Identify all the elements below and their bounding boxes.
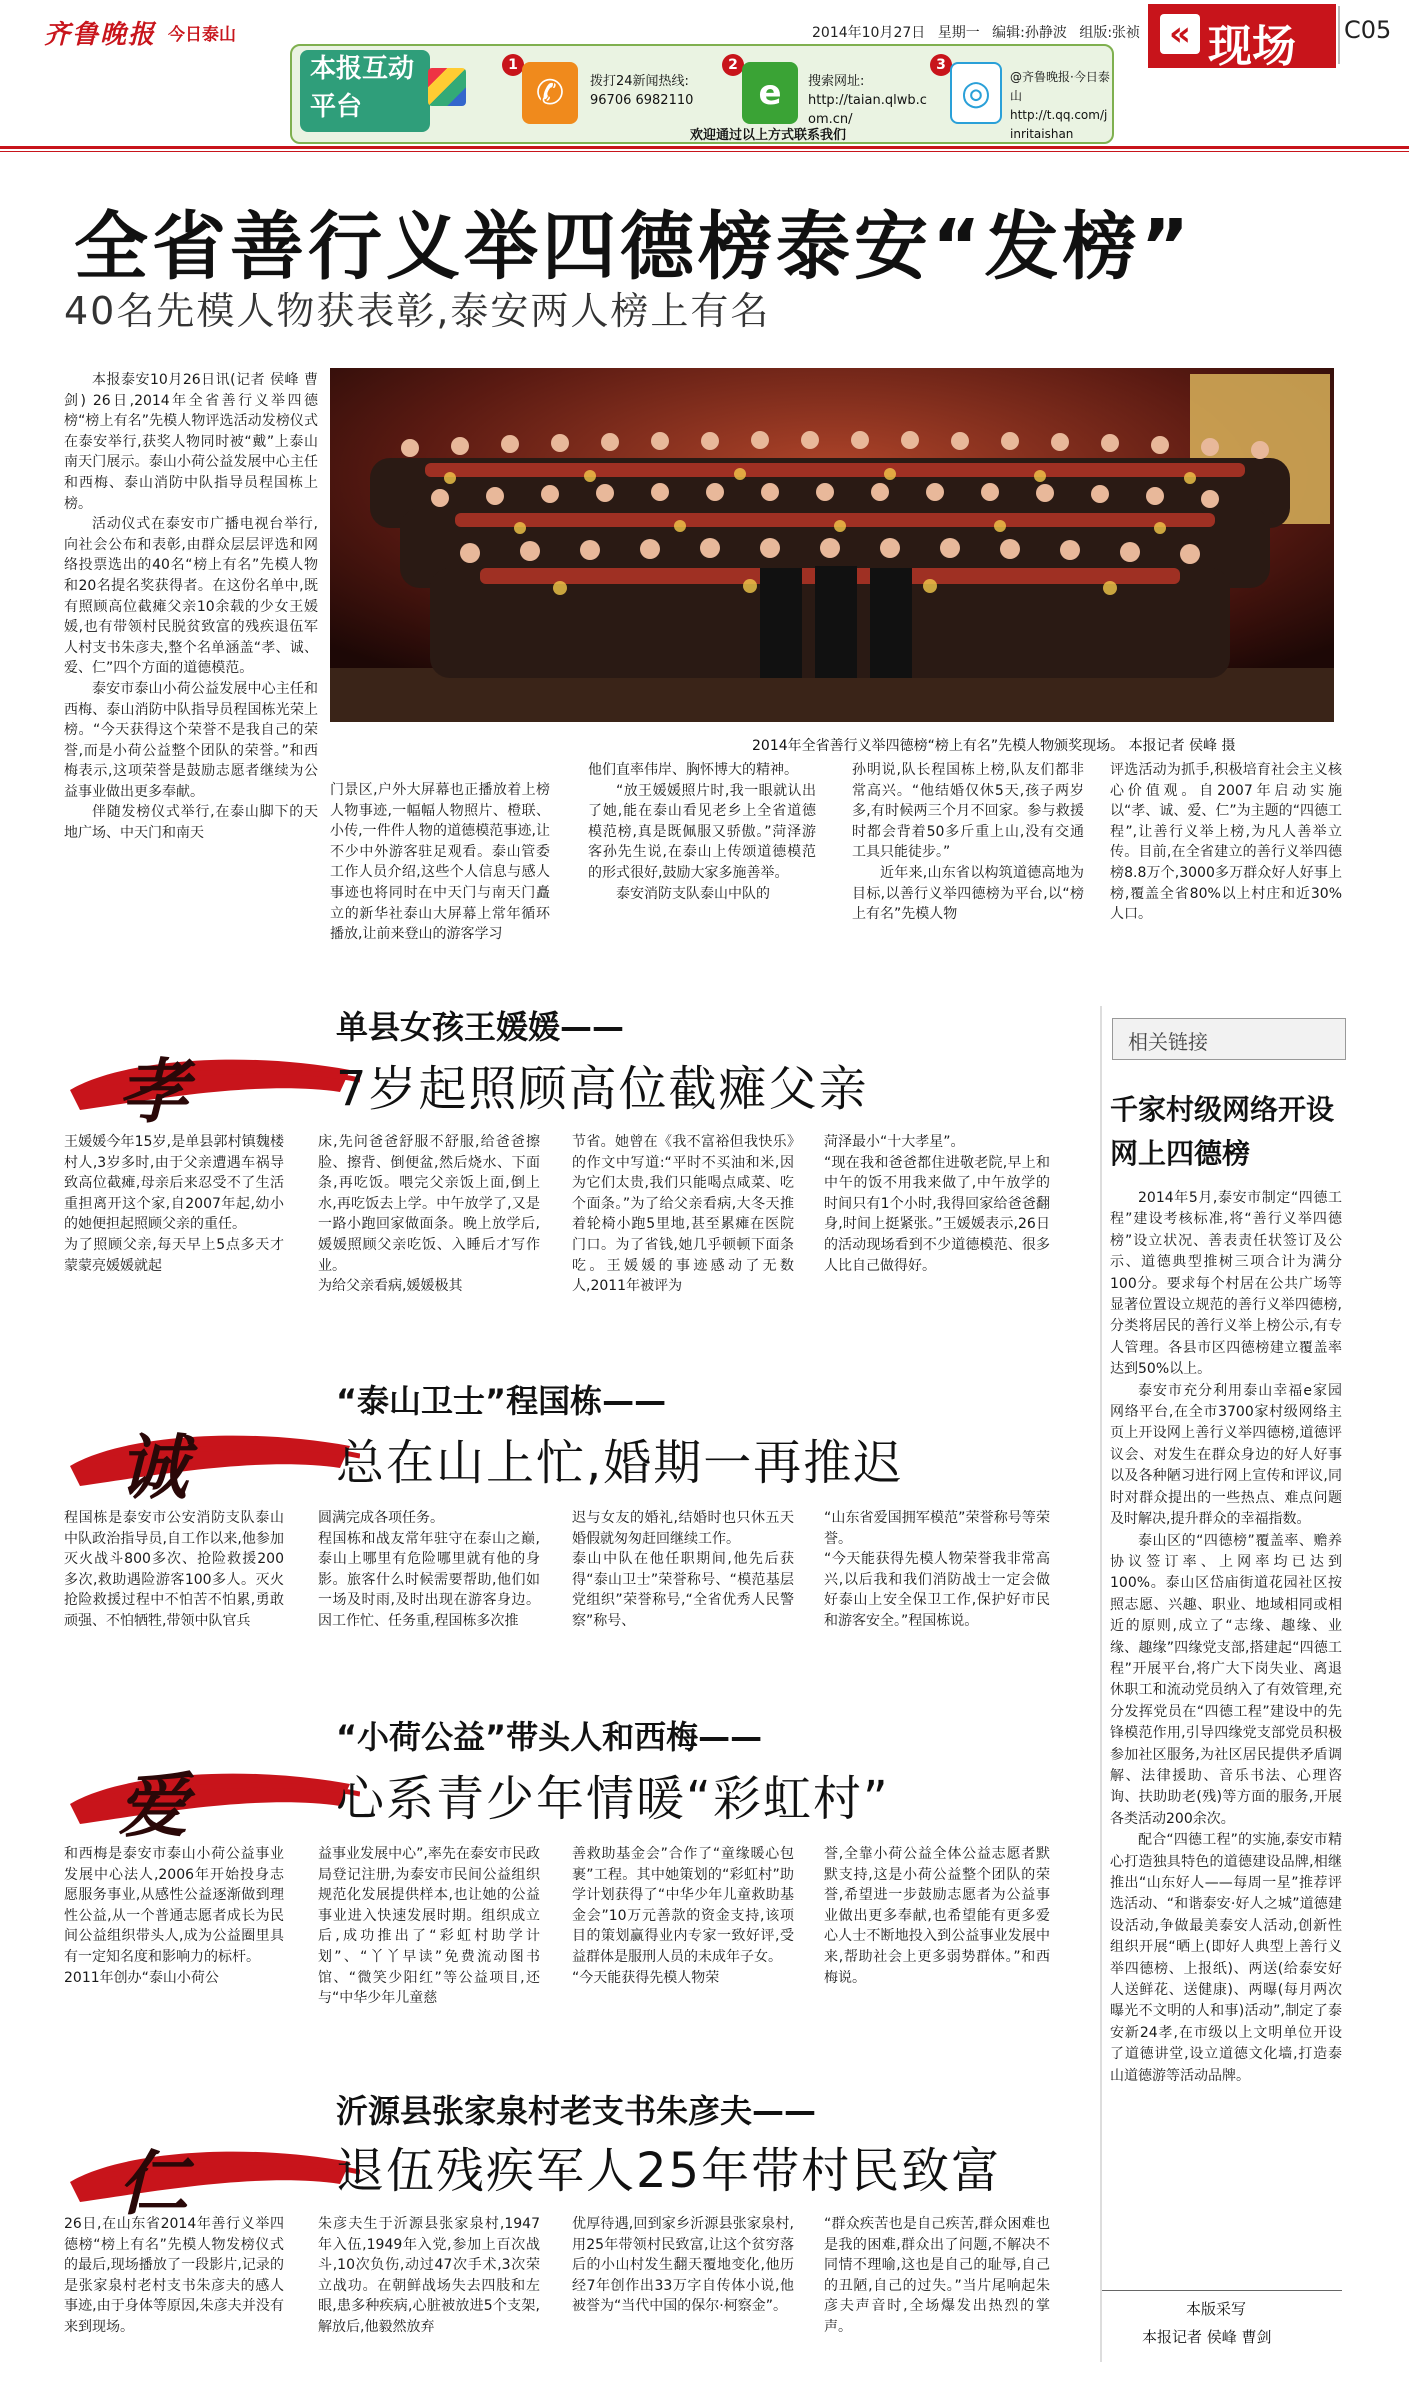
story-column: 誉,全靠小荷公益全体公益志愿者默默支持,这是小荷公益整个团队的荣誉,希望进一步鼓励志愿者为公益事业做出更多奉献,也希望能有更多爱心人士不断地投入到公益事业发展中来,帮助社会上更多弱势群体。”和西梅说。 <box>824 1846 1050 1986</box>
story-column: 朱彦夫生于沂源县张家泉村,1947年入伍,1949年入党,参加上百次战斗,10次负伤,动过47次手术,3次荣立战功。在朝鲜战场失去四肢和左眼,患多种疾病,心脏被放进5个支架,解放后,他毅然放弃 <box>318 2216 540 2335</box>
story-character: 仁 <box>118 2142 188 2225</box>
credit-title: 本版采写 <box>1186 2300 1247 2318</box>
paragraph: 门景区,户外大屏幕也正播放着上榜人物事迹,一幅幅人物照片、橙联、小传,一件件人物的道德模范事迹,让不少中外游客驻足观看。泰山管委工作人员介绍,这些个人信息与感人事迹也将同时在中天门与南天门矗立的新华社泰山大屏幕上常年循环播放,让前来登山的游客学习 <box>330 782 550 943</box>
lead-column-4 <box>852 760 1084 925</box>
channel-number: 1 <box>502 54 524 76</box>
story-column: 节省。她曾在《我不富裕但我快乐》的作文中写道:“平时不买油和米,因为它们太贵,我们只能喝点咸菜、吃个面条。”为了给父亲看病,大冬天推着轮椅小跑5里地,甚至累瘫在医院门口。为了省钱,她几乎顿顿下面条吃。王媛媛的事迹感动了无数人,2011年被评为 <box>572 1134 794 1295</box>
paragraph: 评选活动为抓手,积极培育社会主义核心价值观。自2007年启动实施以“孝、诚、爱、仁”为主题的“四德工程”,让善行义举上榜,为凡人善举立传。目前,在全省建立的善行义举四德榜8.8万个,3000多万群众好人好事上榜,覆盖全省80%以上村庄和近30%人口。 <box>1110 762 1342 923</box>
paragraph: 孙明说,队长程国栋上榜,队友们都非常高兴。“他结婚仅休5天,孩子两岁多,有时候两三个月不回家。参与救援时都会背着50多斤重上山,没有交通工具只能徒步。” <box>852 762 1084 861</box>
paragraph: 泰安消防支队泰山中队的 <box>616 885 770 902</box>
story-column: 迟与女友的婚礼,结婚时也只休五天婚假就匆匆赶回继续工作。 泰山中队在他任职期间,他先后获得“泰山卫士”荣誉称号、“模范基层党组织”荣誉称号,“全省优秀人民警察”称号、 <box>572 1510 794 1629</box>
photo-caption: 2014年全省善行义举四德榜“榜上有名”先模人物颁奖现场。 本报记者 侯峰 摄 <box>752 738 1236 754</box>
newspaper-logo: 齐鲁晚报 <box>44 20 157 50</box>
browser-icon: e <box>742 62 798 124</box>
story-character: 诚 <box>118 1426 188 1509</box>
page-number: C05 <box>1344 16 1392 44</box>
brush-stroke <box>60 2132 360 2212</box>
story-column: 床,先问爸爸舒服不舒服,给爸爸擦脸、擦背、倒便盆,然后烧水、下面条,再吃饭。喂完父亲饭上面,倒上水,再吃饭去上学。中午放学了,又是一路小跑回家做面条。晚上放学后,媛媛照顾父亲吃饭、入睡后才写作业。 为给父亲看病,媛媛极其 <box>318 1134 540 1295</box>
sub-headline: 40名先模人物获表彰,泰安两人榜上有名 <box>64 289 771 333</box>
hotline-text: 拨打24新闻热线: 96706 6982110 <box>590 74 694 108</box>
paragraph: 泰安市充分利用泰山幸福e家园网络平台,在全市3700家村级网络主页上开设网上善行义举四德榜,道德评议会、对发生在群众身边的好人好事以及各种陋习进行网上宣传和评议,同时对群众提出的一些热点、难点问题及时解决,提升群众的幸福指数。 <box>1110 1382 1342 1528</box>
weibo-icon: ◎ <box>950 62 1002 124</box>
paragraph: 配合“四德工程”的实施,泰安市精心打造独具特色的道德建设品牌,相继推出“山东好人——每周一星”推荐评选活动、“和谐泰安·好人之城”道德建设活动,争做最美泰安人活动,创新性组织开展“晒上(即好人典型上善行义举四德榜、上报纸)、两送(给泰安好人送鲜花、送健康)、两曝(每月两次曝光不文明的人和事)活动”,制定了泰安新24孝,在市级以上文明单位开设了道德讲堂,设立道德文化墙,打造泰山道德游等活动品牌。 <box>1110 1832 1342 2084</box>
related-links-label: 相关链接 <box>1128 1030 1208 1054</box>
story-column: 程国栋是泰安市公安消防支队泰山中队政治指导员,自工作以来,他参加灭火战斗800多次、抢险救援200多次,救助遇险游客100多人。灭火抢险救援过程中不怕苦不怕累,勇敢顽强、不怕牺牲,带领中队官兵 <box>64 1510 284 1629</box>
credit-names: 本报记者 侯峰 曹剑 <box>1142 2328 1272 2346</box>
paragraph: 泰安市泰山小荷公益发展中心主任和西梅、泰山消防中队指导员程国栋光荣上榜。“今天获得这个荣誉不是我自己的荣誉,而是小荷公益整个团队的荣誉。”和西梅表示,这项荣誉是鼓励志愿者继续为公益事业做出更多奉献。 <box>64 680 318 800</box>
weibo-text: @齐鲁晚报·今日泰山 http://t.qq.com/jinritaishan <box>1010 70 1110 141</box>
story-title: 心系青少年情暖“彩虹村” <box>336 1771 890 1827</box>
paragraph: 伴随发榜仪式举行,在泰山脚下的天地广场、中天门和南天 <box>64 804 318 842</box>
story-column: 菏泽最小“十大孝星”。 “现在我和爸爸都住进敬老院,早上和中午的饭不用我来做了,中午放学的时间只有1个小时,我得回家给爸爸翻身,时间上挺紧张。”王媛媛表示,26日的活动现场看到不少道德模范、很多人比自己做得好。 <box>824 1134 1050 1274</box>
story-column: 善救助基金会”合作了“童缘暖心包裹”工程。其中她策划的“彩虹村”助学计划获得了“中华少年儿童救助基金会”10万元善款的资金支持,该项目的策划赢得业内专家一致好评,受益群体是服刑人员的未成年子女。 “今天能获得先模人物荣 <box>572 1846 794 1986</box>
story-character: 爱 <box>118 1764 188 1847</box>
channel-number: 2 <box>722 54 744 76</box>
lead-column-1 <box>64 370 318 844</box>
interactive-footer: 欢迎通过以上方式联系我们 <box>690 128 847 143</box>
award-ceremony-photo <box>330 368 1334 722</box>
brush-stroke <box>60 1754 360 1834</box>
story-column: 优厚待遇,回到家乡沂源县张家泉村,用25年带领村民致富,让这个贫穷落后的小山村发生翻天覆地变化,他历经7年创作出33万字自传体小说,他被誉为“当代中国的保尔·柯察金”。 <box>572 2216 794 2315</box>
story-column: 和西梅是泰安市泰山小荷公益事业发展中心法人,2006年开始投身志愿服务事业,从感性公益逐渐做到理性公益,从一个普通志愿者成长为民间公益组织带头人,成为公益圈里具有一定知名度和影响力的标杆。 2011年创办“泰山小荷公 <box>64 1846 284 1986</box>
paragraph: 2014年5月,泰安市制定“四德工程”建设考核标准,将“善行义举四德榜”设立状况、善表责任状签订及公示、道德典型推树三项合计为满分100分。要求每个村居在公共广场等显著位置设立规范的善行义举四德榜,分类将居民的善行义举上榜公示,有专人管理。各县市区四德榜建立覆盖率达到50%以上。 <box>1110 1190 1342 1378</box>
sidebar-divider <box>1100 1006 1102 2362</box>
story-title: 总在山上忙,婚期一再推迟 <box>336 1435 904 1491</box>
issue-line: 2014年10月27日 星期一 编辑:孙静波 组版:张祯 <box>812 25 1141 41</box>
story-kicker: 单县女孩王媛媛—— <box>336 1008 625 1046</box>
sidebar-body <box>1110 1188 1342 2087</box>
story-column: 26日,在山东省2014年善行义举四德榜“榜上有名”先模人物发榜仪式的最后,现场播放了一段影片,记录的是张家泉村老村支书朱彦夫的感人事迹,由于身体等原因,朱彦夫并没有来到现场。 <box>64 2216 284 2335</box>
story-character: 孝 <box>118 1050 188 1133</box>
channel-number: 3 <box>930 54 952 76</box>
lead-column-5 <box>1110 760 1342 925</box>
paragraph: 本报泰安10月26日讯(记者 侯峰 曹剑) 26日,2014年全省善行义举四德榜“榜上有名”先模人物评选活动发榜仪式在泰安举行,获奖人物同时被“戴”上泰山南天门展示。泰山小荷公益发展中心主任和西梅、泰山消防中队指导员程国栋上榜。 <box>64 372 318 512</box>
story-kicker: “小荷公益”带头人和西梅—— <box>336 1718 763 1756</box>
interactive-platform-title: 本报互动平台 <box>300 50 430 132</box>
story-header-integrity <box>60 1416 360 1509</box>
story-column: “山东省爱国拥军模范”荣誉称号等荣誉。 “今天能获得先模人物荣誉我非常高兴,以后我和我们消防战士一定会做好泰山上安全保卫工作,保护好市民和游客安全。”程国栋说。 <box>824 1510 1050 1629</box>
sidebar-title: 千家村级网络开设网上四德榜 <box>1110 1093 1335 1170</box>
story-kicker: 沂源县张家泉村老支书朱彦夫—— <box>336 2092 817 2130</box>
paragraph: 他们直率伟岸、胸怀博大的精神。 <box>588 762 798 778</box>
phone-icon: ✆ <box>522 62 578 124</box>
header-rule <box>0 146 1409 149</box>
story-header-love <box>60 1754 360 1847</box>
chevron-left-icon: « <box>1160 14 1200 54</box>
divider <box>1338 6 1340 64</box>
section-name: 今日泰山 <box>168 25 236 45</box>
story-column: “群众疾苦也是自己疾苦,群众困难也是我的困难,群众出了问题,不解决不同情不理喻,这也是自己的耻辱,自己的丑陋,自己的过失。”当片尾响起朱彦夫声音时,全场爆发出热烈的掌声。 <box>824 2216 1050 2335</box>
brush-stroke <box>60 1040 360 1120</box>
paragraph: “放王媛媛照片时,我一眼就认出了她,能在泰山看见老乡上全省道德模范榜,真是既佩服又骄傲。”菏泽游客孙先生说,在泰山上传颂道德模范的形式很好,鼓励大家多施善举。 <box>588 782 816 881</box>
paragraph: 活动仪式在泰安市广播电视台举行,向社会公布和表彰,由群众层层评选和网络投票选出的40名“榜上有名”先模人物和20名提名奖获得者。在这份名单中,既有照顾高位截瘫父亲10余载的少女王媛媛,也有带领村民脱贫致富的残疾退伍军人村支书朱彦夫,整个名单涵盖“孝、诚、爱、仁”四个方面的道德模范。 <box>64 516 318 677</box>
header-rule <box>0 151 1409 152</box>
lead-column-3 <box>588 760 816 904</box>
lead-column-2 <box>330 780 550 945</box>
brush-stroke <box>60 1416 360 1496</box>
story-kicker: “泰山卫士”程国栋—— <box>336 1382 667 1420</box>
cube-icon <box>428 68 466 106</box>
paragraph: 泰山区的“四德榜”覆盖率、赡养协议签订率、上网率均已达到100%。泰山区岱庙街道花园社区按照志愿、兴趣、职业、地域相同或相近的原则,成立了“志缘、趣缘、业缘、趣缘”四缘党支部,搭建起“四德工程”开展平台,将广大下岗失业、离退休职工和流动党员纳入了有效管理,充分发挥党员在“四德工程”建设中的先锋模范作用,引导四缘党支部党员积极参加社区服务,为社区居民提供矛盾调解、法律援助、音乐书法、心理咨询、扶助助老(残)等方面的服务,开展各类活动200余次。 <box>1110 1532 1342 1827</box>
story-title: 7岁起照顾高位截瘫父亲 <box>336 1061 869 1117</box>
story-column: 益事业发展中心”,率先在泰安市民政局登记注册,为泰安市民间公益组织规范化发展提供样本,也让她的公益事业进入快速发展时期。组织成立后,成功推出了“彩虹村助学计划”、“丫丫早读”免费流动图书馆、“微笑少阳红”等公益项目,还与“中华少年儿童慈 <box>318 1846 540 2007</box>
story-title: 退伍残疾军人25年带村民致富 <box>336 2143 1002 2199</box>
website-text: 搜索网址: http://taian.qlwb.com.cn/ <box>808 74 927 127</box>
story-header-benevolence <box>60 2132 360 2225</box>
story-column: 王媛媛今年15岁,是单县郭村镇魏楼村人,3岁多时,由于父亲遭遇车祸导致高位截瘫,母亲后来忍受不了生活重担离开这个家,自2007年起,幼小的她便担起照顾父亲的重任。 为了照顾父亲,每天早上5点多天才蒙蒙亮媛媛就起 <box>64 1134 284 1274</box>
section-badge-label: 现场 <box>1208 21 1296 72</box>
main-headline: 全省善行义举四德榜泰安“发榜” <box>74 204 1194 290</box>
story-column: 圆满完成各项任务。 程国栋和战友常年驻守在泰山之巅,泰山上哪里有危险哪里就有他的身影。旅客什么时候需要帮助,他们如一场及时雨,及时出现在游客身边。因工作忙、任务重,程国栋多次推 <box>318 1510 540 1629</box>
paragraph: 近年来,山东省以构筑道德高地为目标,以善行义举四德榜为平台,以“榜上有名”先模人物 <box>852 864 1084 923</box>
